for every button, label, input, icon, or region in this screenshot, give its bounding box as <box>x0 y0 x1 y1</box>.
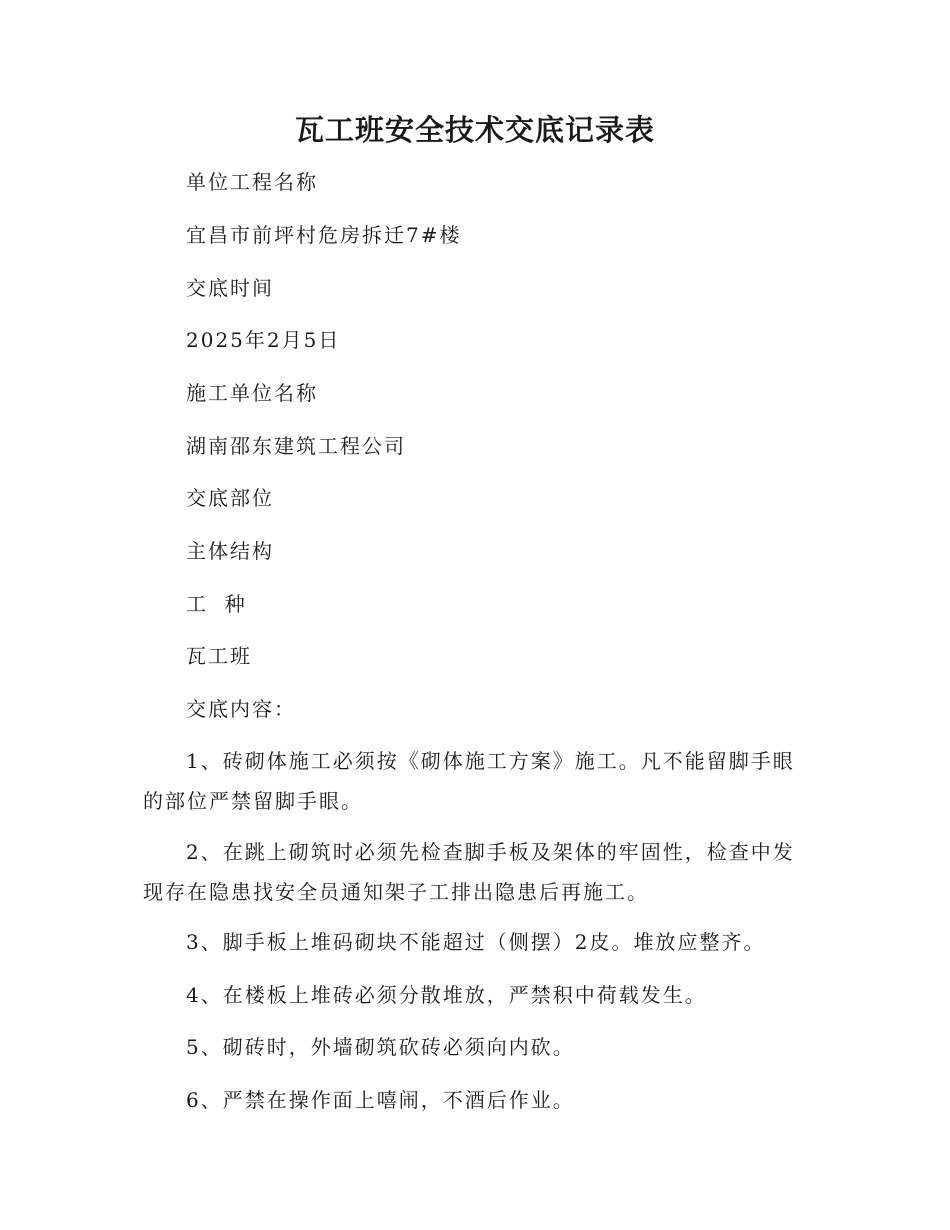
content-item: 3、脚手板上堆码砌块不能超过（侧摆）2皮。堆放应整齐。 <box>186 930 766 954</box>
content-item: 4、在楼板上堆砖必须分散堆放，严禁积中荷载发生。 <box>186 983 707 1007</box>
content-item: 6、严禁在操作面上嘻闹，不酒后作业。 <box>186 1088 575 1112</box>
value-briefing-location: 主体结构 <box>186 539 274 563</box>
value-trade: 瓦工班 <box>186 644 252 668</box>
value-briefing-time: 2025年2月5日 <box>186 328 341 352</box>
label-briefing-location: 交底部位 <box>186 486 274 510</box>
label-trade: 工 种 <box>186 592 247 616</box>
label-briefing-time: 交底时间 <box>186 276 274 300</box>
value-unit-project-name: 宜昌市前坪村危房拆迁7#楼 <box>186 223 462 247</box>
label-unit-project-name: 单位工程名称 <box>186 170 318 194</box>
document-title: 瓦工班安全技术交底记录表 <box>294 113 655 147</box>
value-construction-company: 湖南邵东建筑工程公司 <box>186 434 406 458</box>
label-construction-company: 施工单位名称 <box>186 381 318 405</box>
content-item: 2、在跳上砌筑时必须先检查脚手板及架体的牢固性，检查中发现存在隐患找安全员通知架子工排出隐患后再施工。 <box>143 840 795 904</box>
content-item: 5、砌砖时，外墙砌筑砍砖必须向内砍。 <box>186 1035 575 1059</box>
content-item: 1、砖砌体施工必须按《砌体施工方案》施工。凡不能留脚手眼的部位严禁留脚手眼。 <box>143 749 795 813</box>
label-briefing-content: 交底内容： <box>186 697 296 721</box>
